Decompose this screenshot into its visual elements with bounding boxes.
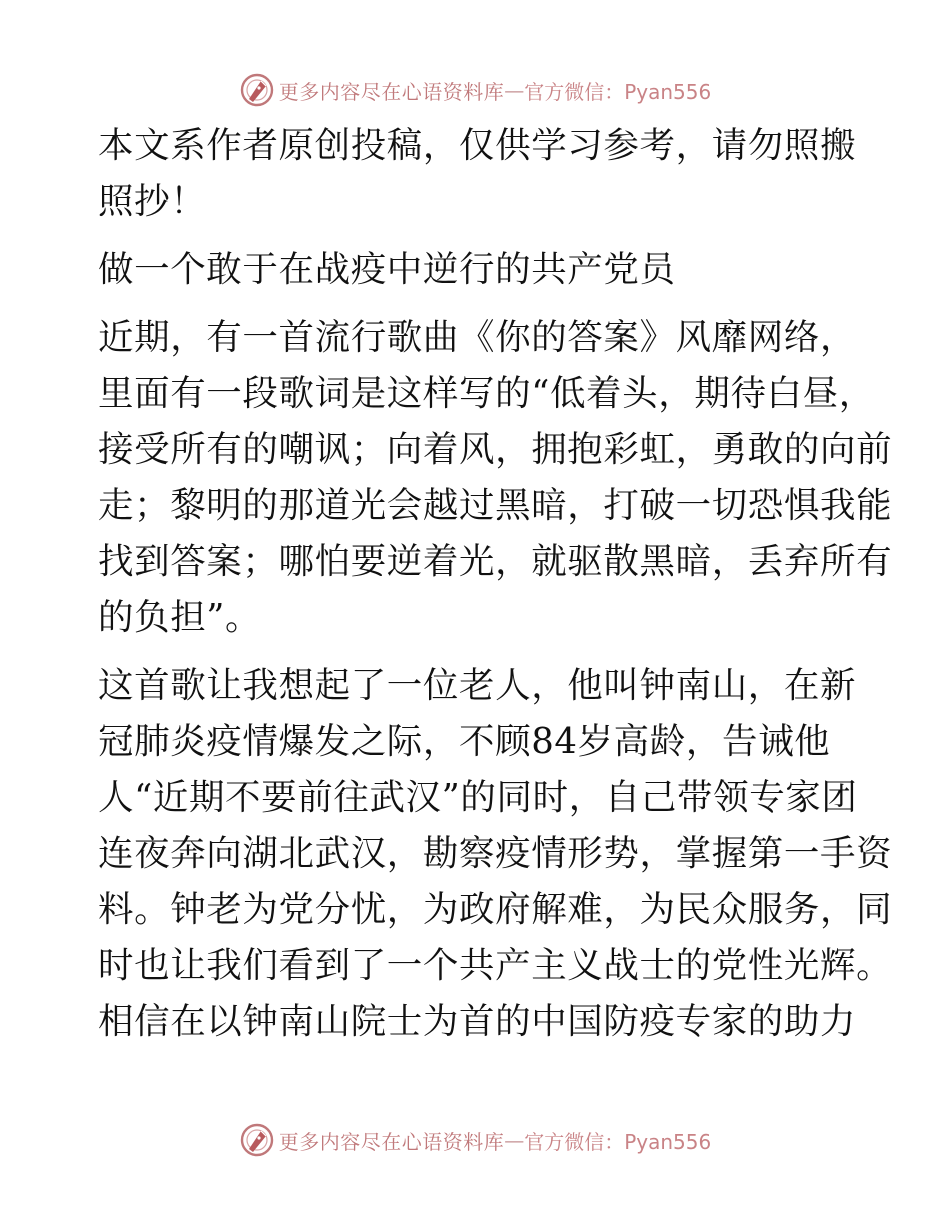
- banner-contact: 官方微信：Pyan556: [524, 79, 712, 104]
- header-watermark-banner: [0, 70, 950, 110]
- banner-contact: 官方微信：Pyan556: [524, 1129, 712, 1154]
- banner-separator: —: [504, 78, 525, 102]
- text-line: 料。钟老为党分忧，为政府解难，为民众服务，同: [98, 889, 893, 930]
- banner-separator: —: [504, 1128, 525, 1152]
- pen-nib-logo-icon: [239, 72, 275, 108]
- text-line: 人“近期不要前往武汉”的同时，自己带领专家团: [98, 777, 858, 818]
- document-body: [98, 118, 893, 1062]
- paragraph-zhong-nanshan: [98, 658, 893, 1050]
- text-line: 找到答案；哪怕要逆着光，就驱散黑暗，丢弃所有: [98, 541, 893, 582]
- paragraph-title: [98, 242, 858, 298]
- text-line: 里面有一段歌词是这样写的“低着头，期待白昼，: [98, 373, 875, 414]
- text-line: 时也让我们看到了一个共产主义战士的党性光辉。: [98, 945, 893, 986]
- banner-text: 更多内容尽在心语资料库: [278, 1129, 505, 1154]
- paragraph-song: [98, 310, 893, 646]
- text-line: 这首歌让我想起了一位老人，他叫钟南山，在新: [98, 665, 857, 706]
- text-line: 的负担”。: [98, 597, 262, 638]
- text-line: 本文系作者原创投稿，仅供学习参考，请勿照搬: [98, 125, 857, 166]
- text-line: 相信在以钟南山院士为首的中国防疫专家的助力: [98, 1001, 857, 1042]
- footer-watermark-banner: [0, 1120, 950, 1160]
- text-line: 近期，有一首流行歌曲《你的答案》风靡网络，: [98, 317, 857, 358]
- text-line: 走；黎明的那道光会越过黑暗，打破一切恐惧我能: [98, 485, 893, 526]
- banner-text: 更多内容尽在心语资料库: [278, 79, 505, 104]
- paragraph-notice: [98, 118, 858, 230]
- article-title: 做一个敢于在战疫中逆行的共产党员: [98, 249, 676, 290]
- pen-nib-logo-icon: [239, 1122, 275, 1158]
- text-line: 连夜奔向湖北武汉，勘察疫情形势，掌握第一手资: [98, 833, 893, 874]
- text-line: 照抄！: [98, 181, 207, 222]
- text-line: 接受所有的嘲讽；向着风，拥抱彩虹，勇敢的向前: [98, 429, 893, 470]
- text-line: 冠肺炎疫情爆发之际，不顾84岁高龄，告诫他: [98, 721, 831, 762]
